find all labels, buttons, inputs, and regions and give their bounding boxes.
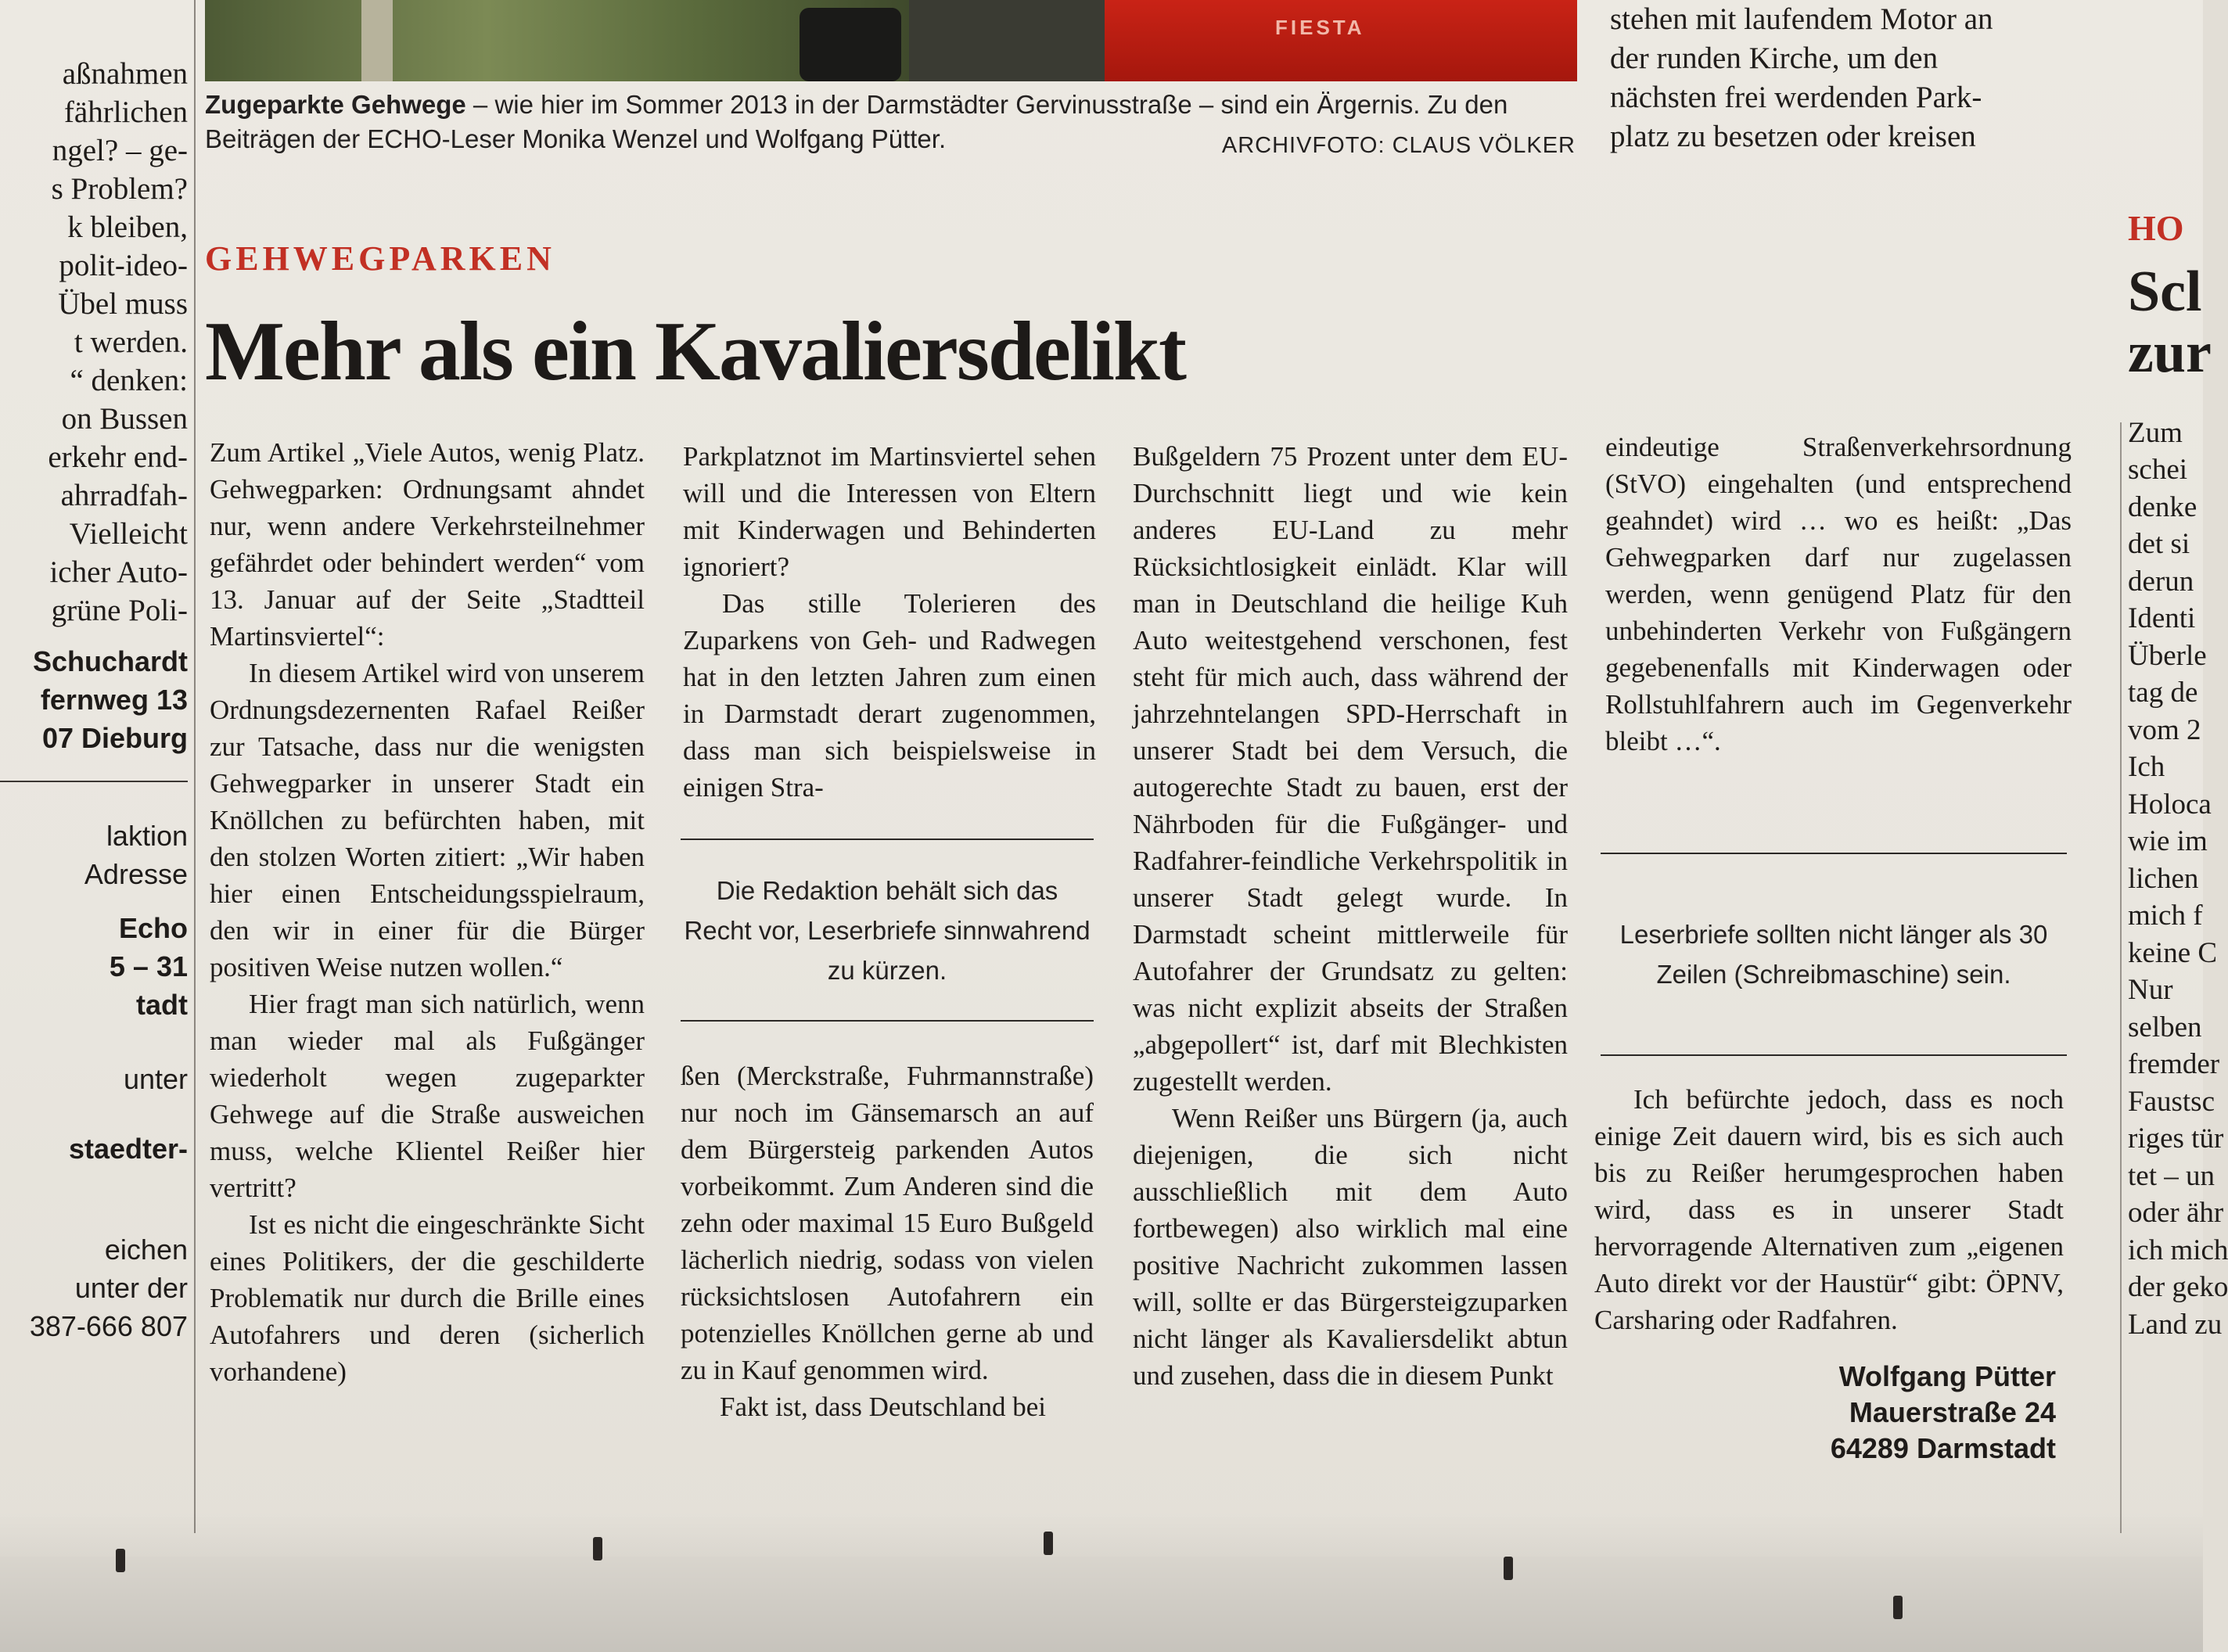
fragment-line: Faustsc [2128,1085,2215,1118]
caption-text: – wie hier im Sommer 2013 in der Darmstädter Gervinusstraße – sind ein Ärgernis. Zu den Beiträgen der ECHO-Leser Monika Wenzel und Wolfgang Pütter. [205,90,1508,153]
fragment-info-line: laktion [106,820,188,852]
fragment-line: Holoca [2128,788,2212,821]
fragment-headline-line: Scl [2128,259,2202,324]
fragment-line: lichen [2128,862,2199,895]
fragment-line: Vielleicht [69,517,188,551]
submission-notice-text: Leserbriefe sollten nicht länger als 30 Zeilen (Schreibmaschine) sein. [1619,920,2048,989]
neighbour-article-top-right [1610,0,2095,156]
fragment-info-bold-line: staedter- [68,1133,188,1165]
fragment-info-bold-line: 5 – 31 [109,950,188,982]
fragment-line: aßnahmen [62,57,188,91]
fragment-line: selben [2128,1011,2202,1043]
fragment-info-line: unter [123,1063,188,1095]
body-paragraph: ßen (Merckstraße, Fuhrmannstraße) nur noch im Gänsemarsch an auf dem Bürgersteig parkenden Autos vorbeikommt. Zum Anderen sind die zehn oder maximal 15 Euro Bußgeld lächerlich niedrig, sodass von vielen rücksichtslosen Autofahrern ein potenzielles Knöllchen gerne ab und zu in Kauf genommen wird. [681,1061,1094,1385]
editorial-notice-text: Die Redaktion behält sich das Recht vor, Leserbriefe sinnwahrend zu kürzen. [684,875,1091,985]
fragment-line: platz zu besetzen oder kreisen [1610,120,1976,153]
body-paragraph: Ist es nicht die eingeschränkte Sicht eines Politikers, der die geschilderte Problematik nur durch die Brille eines Autofahrers und deren (sicherlich vorhandene) [210,1209,645,1387]
caption-lead: Zugeparkte Gehwege [205,90,466,119]
fragment-line: nächsten frei werdenden Park- [1610,81,1982,114]
column-divider-right [2120,422,2122,1533]
fragment-headline-line: zur [2128,320,2212,385]
fragment-contact-line: eichen [104,1234,188,1266]
article-column-3 [1133,438,1568,1394]
fragment-signature-line: Schuchardt [32,645,188,677]
fragment-line: vom 2 [2128,713,2201,746]
fragment-line: tag de [2128,677,2198,709]
photo-caption [205,88,1576,156]
fragment-line: det si [2128,528,2190,560]
fragment-line: polit-ideo- [59,249,188,282]
fragment-line: fährlichen [63,95,188,129]
fragment-signature-line: fernweg 13 [40,684,188,716]
fragment-signature-line: 07 Dieburg [41,722,188,754]
fragment-line: Identi [2128,602,2196,634]
photo-dark-object [800,8,901,81]
editorial-notice-box [681,839,1094,1022]
neighbour-article-left [0,55,188,1345]
fragment-line: icher Auto- [49,555,188,589]
fragment-line: schei [2128,454,2188,486]
fragment-line: keine C [2128,936,2218,969]
author-signature [1594,1359,2064,1467]
fragment-line: riges tür [2128,1122,2224,1155]
column-divider-left [194,0,196,1533]
fragment-kicker: HO [2128,208,2184,248]
fragment-line: derun [2128,565,2194,598]
intro-paragraph: Zum Artikel „Viele Autos, wenig Platz. Gehwegparken: Ordnungsamt ahndet nur, wenn andere Verkehrsteilnehmer gefährdet oder behindert werden“ vom 13. Januar auf der Seite „Stadtteil Martinsviertel“: [210,437,645,652]
body-paragraph: Das stille Tolerieren des Zuparkens von Geh- und Radwegen hat in den letzten Jahren zum einen in Darmstadt derart zugenommen, dass man sich beispielsweise in einigen Stra- [683,588,1096,803]
fragment-line: Zum [2128,416,2183,449]
fragment-line: t werden. [74,325,188,359]
author-city: 64289 Darmstadt [1830,1432,2056,1464]
body-paragraph: In diesem Artikel wird von unserem Ordnungsdezernenten Rafael Reißer zur Tatsache, dass nur die wenigsten Gehwegparker in unserer Stadt ein Knöllchen zu befürchten haben, mit den stolzen Worten zitiert: „Wir haben hier einen Entscheidungsspielraum, den wir in einer für die Bürger positiven Weise nutzen wollen.“ [210,658,645,982]
fold-mark [593,1537,602,1560]
article-column-4-bottom [1594,1081,2064,1467]
body-paragraph: Ich befürchte jedoch, dass es noch einige Zeit dauern wird, bis es sich auch bis zu Reißer herumgesprochen haben wird, dass es in unserer Stadt hervorragende Alternativen zum „eigenen Auto direkt vor der Haustür“ gibt: ÖPNV, Carsharing oder Radfahren. [1594,1084,2064,1335]
fragment-line: stehen mit laufendem Motor an [1610,2,1993,36]
fragment-info-bold-line: tadt [136,989,188,1021]
fold-mark [1893,1596,1903,1619]
fragment-info-bold-line: Echo [118,912,188,944]
article-column-1 [210,434,645,1390]
author-street: Mauerstraße 24 [1849,1396,2056,1428]
car-badge: FIESTA [1275,16,1365,39]
fragment-line: Land zu [2128,1308,2223,1341]
body-paragraph: Hier fragt man sich natürlich, wenn man wieder mal als Fußgänger wiederholt wegen zugeparkter Gehwege auf die Straße ausweichen muss, welche Klientel Reißer hier vertritt? [210,989,645,1203]
fragment-line: fremder [2128,1048,2220,1080]
fold-mark [116,1549,125,1572]
fragment-line: Überle [2128,639,2207,672]
fragment-contact-line: 387-666 807 [29,1310,188,1342]
fragment-line: mich f [2128,900,2203,932]
fragment-line: “ denken: [70,364,188,397]
fragment-line: k bleiben, [67,210,188,244]
fragment-line: tet – un [2128,1159,2215,1192]
article-column-4-top [1605,429,2072,760]
fragment-line: s Problem? [51,172,188,206]
fragment-line: Nur [2128,974,2173,1006]
body-paragraph: Fakt ist, dass Deutschland bei [720,1392,1047,1422]
fragment-line: ich mich [2128,1234,2228,1266]
body-paragraph: Bußgeldern 75 Prozent unter dem EU-Durchschnitt liegt und wie kein anderes EU-Land zu mehr Rücksichtlosigkeit einlädt. Klar will man in Deutschland die heilige Kuh Auto weitestgehend verschonen, fest steht für mich auch, dass während der jahrzehntelangen SPD-Herrschaft in unserer Stadt bei dem Versuch, die autogerechte Stadt zu bauen, erst der Nährboden für die Fußgänger- und Radfahrer-feindliche Verkehrspolitik in unserer Stadt gelegt wurde. In Darmstadt scheint mittlerweile für Autofahrer der Grundsatz zu gelten: was nicht explizit abseits der Straßen „abgepollert“ ist, darf mit Blechkisten zugestellt werden. [1133,441,1568,1097]
fragment-line: erkehr end- [48,440,188,474]
headline: Mehr als ein Kavaliersdelikt [205,305,1185,398]
photo-credit: ARCHIVFOTO: CLAUS VÖLKER [1221,133,1576,158]
page-fold-shadow [0,1510,2203,1652]
author-name: Wolfgang Pütter [1838,1360,2056,1392]
photo-red-car [1105,0,1577,81]
article-column-2-top [683,438,1096,806]
fragment-line: ngel? – ge- [52,134,188,167]
fragment-contact-line: unter der [74,1272,188,1304]
neighbour-article-right [2128,208,2228,1343]
fragment-info-line: Adresse [84,858,188,890]
fragment-line: denke [2128,490,2197,523]
fragment-line: der runden Kirche, um den [1610,41,1939,75]
fragment-divider [0,781,188,782]
fragment-line: oder ähr [2128,1197,2224,1229]
photo-pole [361,0,393,81]
fragment-line: ahrradfah- [60,479,188,512]
body-paragraph: eindeutige Straßenverkehrsordnung (StVO) eingehalten (und entsprechend geahndet) wird … wo es heißt: „Das Gehwegparken darf nur zugelassen werden, wenn genügend Platz für den unbehinderten Verkehr von Fußgängern gegebenenfalls mit Kinderwagen oder Rollstuhlfahrern auch im Gegenverkehr bleibt …“. [1605,432,2072,756]
fragment-line: Ich [2128,751,2165,783]
fragment-line: wie im [2128,825,2208,857]
fragment-line: on Bussen [61,402,188,436]
fragment-line: grüne Poli- [51,594,188,627]
section-kicker: GEHWEGPARKEN [205,239,555,278]
fold-mark [1504,1557,1513,1580]
article-photo [205,0,1577,81]
fold-mark [1044,1532,1053,1555]
fragment-line: Übel muss [58,287,188,321]
submission-notice-box [1601,853,2067,1056]
article-column-2-bottom [681,1058,1094,1425]
fragment-line: der geko [2128,1271,2228,1303]
body-paragraph: Parkplatznot im Martinsviertel sehen will und die Interessen von Eltern mit Kinderwagen und Behinderten ignoriert? [683,441,1096,582]
body-paragraph: Wenn Reißer uns Bürgern (ja, auch diejenigen, die sich nicht ausschließlich mit dem Auto fortbewegen) also wirklich mal eine positive Nachricht zukommen lassen will, sollte er das Bürgersteigzuparken nicht länger als Kavaliersdelikt abtun und zusehen, dass die in diesem Punkt [1133,1103,1568,1391]
